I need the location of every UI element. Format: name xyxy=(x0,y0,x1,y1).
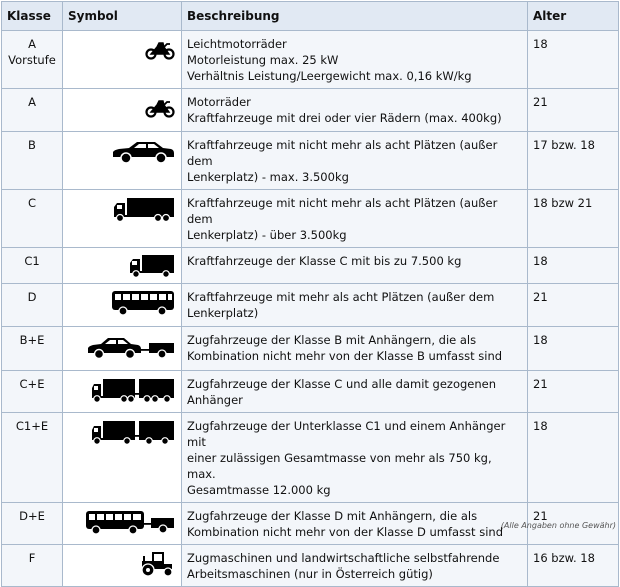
beschreibung-cell: Kraftfahrzeuge mit nicht mehr als acht Plätzen (außer dem Lenkerplatz) - über 3.500kg xyxy=(182,190,528,248)
alter-cell: 18 bzw 21 xyxy=(528,190,619,248)
klasse-cell: C+E xyxy=(2,371,63,413)
symbol-cell xyxy=(63,31,182,89)
table-row xyxy=(2,413,619,503)
symbol-cell xyxy=(63,89,182,132)
header-symbol: Symbol xyxy=(63,2,182,31)
klasse-cell: A Vorstufe xyxy=(2,31,63,89)
beschreibung-cell: Kraftfahrzeuge der Klasse C mit bis zu 7.500 kg xyxy=(182,248,528,284)
alter-cell: 18 xyxy=(528,327,619,371)
alter-cell: 21 xyxy=(528,371,619,413)
table-row xyxy=(2,284,619,327)
truck-trailer-icon xyxy=(91,378,175,404)
table-row xyxy=(2,327,619,371)
klasse-cell: C1 xyxy=(2,248,63,284)
table-row xyxy=(2,371,619,413)
licence-class-table xyxy=(1,1,619,587)
beschreibung-cell: Zugfahrzeuge der Klasse D mit Anhängern, die als Kombination nicht mehr von der Klasse D umfasst sind xyxy=(182,503,528,545)
klasse-cell: C xyxy=(2,190,63,248)
klasse-cell: F xyxy=(2,545,63,587)
table-row xyxy=(2,248,619,284)
klasse-cell: D xyxy=(2,284,63,327)
tractor-icon xyxy=(139,552,175,578)
bus-icon xyxy=(111,290,175,316)
bus-trailer-icon xyxy=(85,510,175,536)
beschreibung-cell: Kraftfahrzeuge mit nicht mehr als acht Plätzen (außer dem Lenkerplatz) - max. 3.500kg xyxy=(182,132,528,190)
table-row xyxy=(2,89,619,132)
beschreibung-cell: Zugmaschinen und landwirtschaftliche selbstfahrende Arbeitsmaschinen (nur in Österreich gütig) xyxy=(182,545,528,587)
klasse-cell: C1+E xyxy=(2,413,63,503)
symbol-cell xyxy=(63,132,182,190)
symbol-cell xyxy=(63,327,182,371)
beschreibung-cell: Zugfahrzeuge der Klasse C und alle damit gezogenen Anhänger xyxy=(182,371,528,413)
beschreibung-cell: Zugfahrzeuge der Klasse B mit Anhängern, die als Kombination nicht mehr von der Klasse B umfasst sind xyxy=(182,327,528,371)
car-icon xyxy=(111,140,175,164)
beschreibung-cell: Kraftfahrzeuge mit mehr als acht Plätzen (außer dem Lenkerplatz) xyxy=(182,284,528,327)
motorcycle-icon xyxy=(145,40,175,60)
small-truck-icon xyxy=(129,254,175,278)
motorcycle-icon xyxy=(145,98,175,118)
table-row xyxy=(2,31,619,89)
table-row xyxy=(2,190,619,248)
small-truck-trailer-icon xyxy=(91,420,175,446)
beschreibung-cell: Motorräder Kraftfahrzeuge mit drei oder vier Rädern (max. 400kg) xyxy=(182,89,528,132)
header-klasse: Klasse xyxy=(2,2,63,31)
alter-cell: 17 bzw. 18 xyxy=(528,132,619,190)
klasse-cell: D+E xyxy=(2,503,63,545)
table-header-row xyxy=(2,2,619,31)
car-trailer-icon xyxy=(87,336,175,362)
symbol-cell xyxy=(63,371,182,413)
beschreibung-cell: Leichtmotorräder Motorleistung max. 25 kW Verhältnis Leistung/Leergewicht max. 0,16 kW/kg xyxy=(182,31,528,89)
symbol-cell xyxy=(63,545,182,587)
symbol-cell xyxy=(63,248,182,284)
symbol-cell xyxy=(63,413,182,503)
truck-icon xyxy=(113,197,175,223)
table-row xyxy=(2,132,619,190)
klasse-cell: B xyxy=(2,132,63,190)
alter-cell: 16 bzw. 18 xyxy=(528,545,619,587)
alter-cell: 21 xyxy=(528,503,619,545)
alter-cell: 18 xyxy=(528,248,619,284)
symbol-cell xyxy=(63,190,182,248)
disclaimer-footnote: (Alle Angaben ohne Gewähr) xyxy=(500,521,616,530)
symbol-cell xyxy=(63,284,182,327)
klasse-cell: A xyxy=(2,89,63,132)
table-row xyxy=(2,545,619,587)
symbol-cell xyxy=(63,503,182,545)
klasse-cell: B+E xyxy=(2,327,63,371)
header-beschreibung: Beschreibung xyxy=(182,2,528,31)
alter-cell: 18 xyxy=(528,31,619,89)
alter-cell: 18 xyxy=(528,413,619,503)
alter-cell: 21 xyxy=(528,89,619,132)
alter-cell: 21 xyxy=(528,284,619,327)
header-alter: Alter xyxy=(528,2,619,31)
beschreibung-cell: Zugfahrzeuge der Unterklasse C1 und einem Anhänger mit einer zulässigen Gesamtmasse von mehr als 750 kg, max. Gesamtmasse 12.000 kg xyxy=(182,413,528,503)
